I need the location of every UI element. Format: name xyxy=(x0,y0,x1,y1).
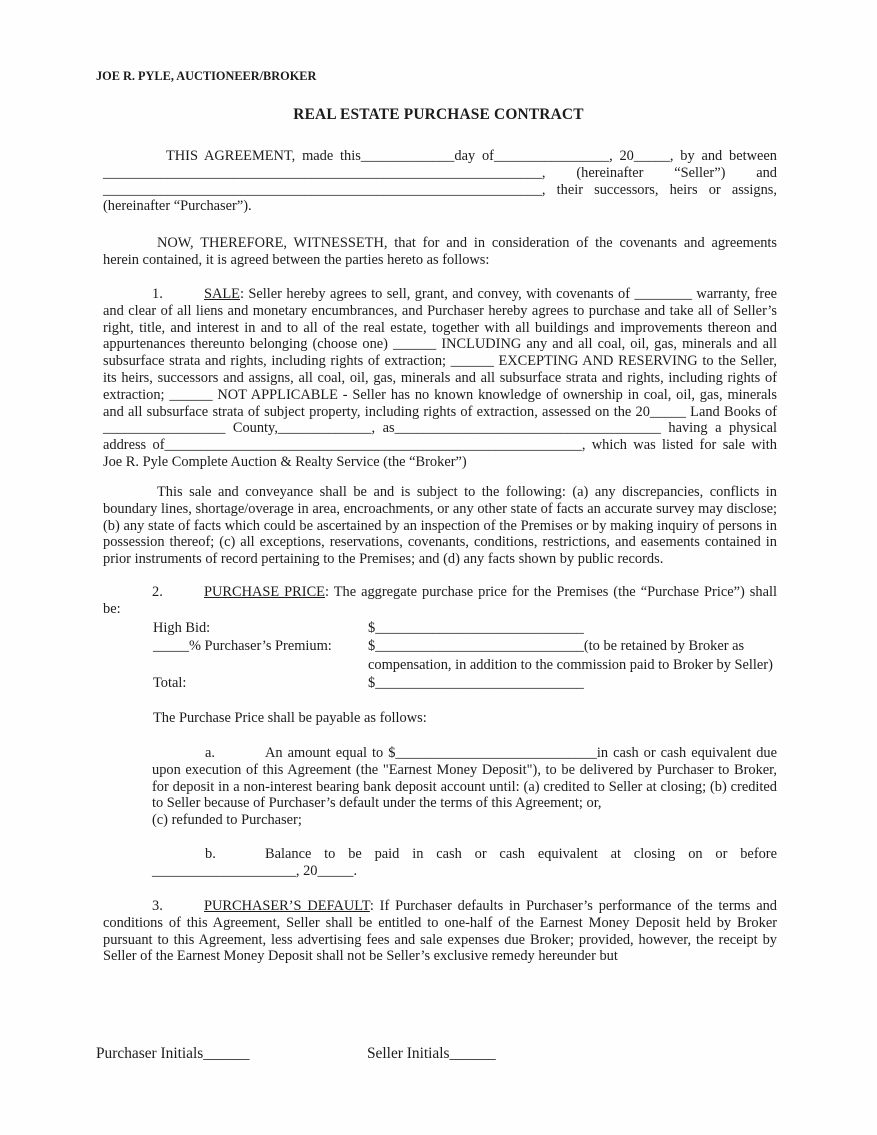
price-row-value: $_____________________________ xyxy=(368,675,584,692)
price-row-high-bid xyxy=(153,619,777,637)
price-row-total xyxy=(153,674,777,692)
footer-seller-initials: Seller Initials______ xyxy=(367,1045,496,1062)
item-a-text-continuation: (c) refunded to Purchaser; xyxy=(152,812,302,829)
price-table xyxy=(153,619,777,693)
section-3-purchasers-default xyxy=(103,898,777,965)
section-3-number: 3. xyxy=(152,898,163,914)
payment-intro: The Purchase Price shall be payable as follows: xyxy=(153,710,427,726)
payment-item-b xyxy=(152,846,777,880)
price-row-value: $_____________________________ xyxy=(368,620,584,636)
price-row-label: Total: xyxy=(153,675,187,692)
price-row-value: $_____________________________(to be retained by Broker as xyxy=(368,638,745,655)
subject-to-paragraph: This sale and conveyance shall be and is subject to the following: (a) any discrepancies, conflicts in boundary lines, shortage/overage in area, encroachments, or any other state of facts an accurate survey may disclose; (b) any state of facts which could be ascertained by an inspection of the Premises or by making inquiry of persons in possession thereof; (c) all exceptions, reservations, covenants, conditions, restrictions, and easements contained in prior instruments of record pertaining to the Premises; and (d) any facts shown by public records. xyxy=(103,484,777,568)
payment-item-a xyxy=(152,745,777,829)
section-3-label: PURCHASER’S DEFAULT xyxy=(204,898,370,914)
price-row-purchasers-premium xyxy=(153,637,777,655)
item-b-number: b. xyxy=(205,846,216,862)
item-a-text: An amount equal to $____________________________in cash or cash equivalent due upon execution of this Agreement (the "Earnest Money Deposit"), to be delivered by Purchaser to Broker, for deposit in a non-interest bearing bank deposit account until: (a) credited to Seller at closing; (b) credited to Seller because of Purchaser’s default under the terms of this Agreement; or, xyxy=(152,745,777,812)
document-title: REAL ESTATE PURCHASE CONTRACT xyxy=(293,106,584,123)
broker-header: JOE R. PYLE, AUCTIONEER/BROKER xyxy=(96,69,317,83)
price-row-label: _____% Purchaser’s Premium: xyxy=(153,638,332,655)
section-1-number: 1. xyxy=(152,286,163,302)
item-a-number: a. xyxy=(205,745,215,761)
section-2-text: : The aggregate purchase price for the Premises (the “Purchase Price”) shall be: xyxy=(103,584,777,617)
section-2-number: 2. xyxy=(152,584,163,600)
price-row-value: compensation, in addition to the commission paid to Broker by Seller) xyxy=(368,656,773,673)
price-row-label xyxy=(153,656,368,674)
intro-paragraph: THIS AGREEMENT, made this_____________day of________________, 20_____, by and between _____________________________________________________________, (hereinafter “Seller”) and _____________________________________________________________, their successors, heirs or assigns, (hereinafter “Purchaser”). xyxy=(103,148,777,215)
section-2-label: PURCHASE PRICE xyxy=(204,584,325,600)
section-3-text: : If Purchaser defaults in Purchaser’s performance of the terms and conditions of this Agreement, Seller shall be entitled to one-half of the Earnest Money Deposit held by Broker pursuant to this Agreement, less advertising fees and sale expenses due Broker; provided, however, the receipt by Seller of the Earnest Money Deposit shall not be Seller’s exclusive remedy hereunder but xyxy=(103,898,778,965)
section-1-sale xyxy=(103,286,777,471)
section-2-purchase-price xyxy=(103,584,777,618)
price-row-label: High Bid: xyxy=(153,620,211,636)
price-row-premium-continuation xyxy=(153,656,777,674)
item-b-text: Balance to be paid in cash or cash equivalent at closing on or before ____________________, 20_____. xyxy=(152,846,777,879)
section-1-text: : Seller hereby agrees to sell, grant, and convey, with covenants of ________ warranty, free and clear of all liens and monetary encumbrances, and Purchaser hereby agrees to purchase and take all of Seller’s right, title, and interest in and to all of the real estate, together with all buildings and improvements thereon and appurtenances thereunto belonging (choose one) ______ INCLUDING any and all coal, oil, gas, minerals and all subsurface strata and rights, including rights of extraction; ______ EXCEPTING AND RESERVING to the Seller, its heirs, successors and assigns, all coal, oil, gas, minerals and all subsurface strata and rights, including rights of extraction; ______ NOT APPLICABLE - Seller has no known knowledge of ownership in coal, oil, gas, minerals and all subsurface strata of subject property, including rights of extraction, assessed on the 20_____ Land Books of _________________ County,_____________, as_____________________________________ having a physical address of__________________________________________________________, which was listed for sale with Joe R. Pyle Complete Auction & Realty Service (the “Broker”) xyxy=(103,286,777,470)
footer-purchaser-initials: Purchaser Initials______ xyxy=(96,1045,250,1062)
witnesseth-paragraph: NOW, THEREFORE, WITNESSETH, that for and in consideration of the covenants and agreements herein contained, it is agreed between the parties hereto as follows: xyxy=(103,235,777,268)
section-1-label: SALE xyxy=(204,286,240,302)
